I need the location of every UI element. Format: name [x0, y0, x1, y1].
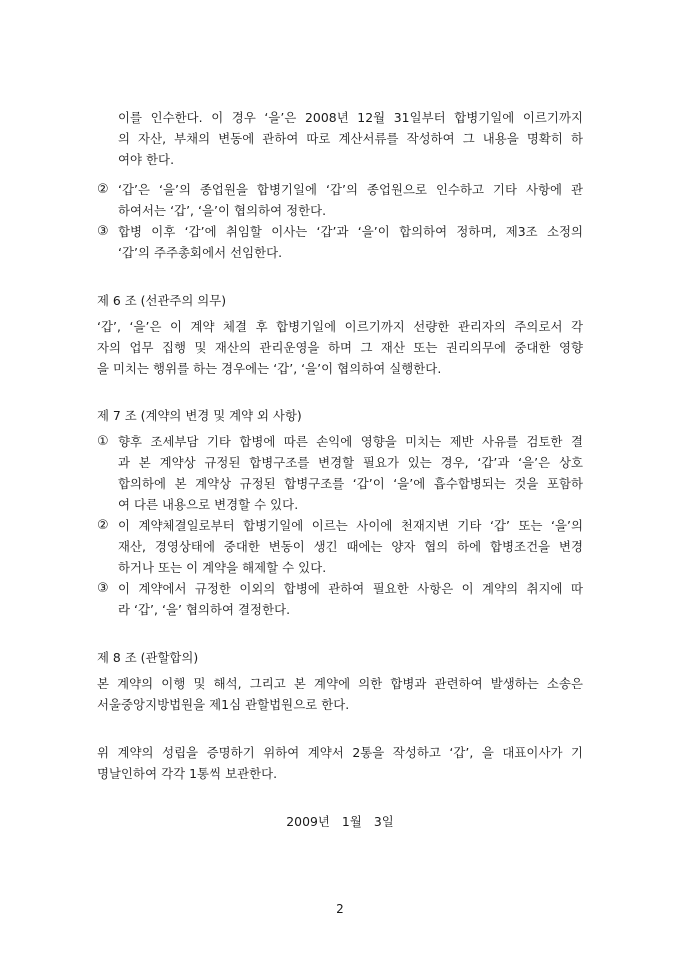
text-line: 향후 조세부담 기타 합병에 따른 손익에 영향을 미치는 제반 사유를 검토한 결 — [118, 434, 583, 449]
text-line: 의 자산, 부채의 변동에 관하여 따로 계산서류를 작성하여 그 내용을 명확히 하 — [118, 131, 583, 146]
item-marker: ③ — [97, 581, 109, 596]
text-line: 위 계약의 성립을 증명하기 위하여 계약서 2통을 작성하고 ‘갑’, 을 대표이사가 기 — [97, 745, 583, 760]
text-line: 라 ‘갑’, ‘을’ 협의하여 결정한다. — [118, 602, 291, 617]
text-line: 재산, 경영상태에 중대한 변동이 생긴 때에는 양자 협의 하에 합병조건을 변경 — [118, 539, 583, 554]
item-marker: ③ — [97, 224, 109, 239]
article-heading: 제 8 조 (관할합의) — [97, 650, 199, 665]
text-line: ‘갑’, ‘을’은 이 계약 체결 후 합병기일에 이르기까지 선량한 관리자의 주의로서 각 — [97, 319, 583, 334]
text-line: 여 다른 내용으로 변경할 수 있다. — [118, 497, 299, 512]
text-line: 하거나 또는 이 계약을 해제할 수 있다. — [118, 560, 327, 575]
text-line: 여야 한다. — [118, 152, 175, 167]
text-line: 합병 이후 ‘갑’에 취임할 이사는 ‘갑’과 ‘을’이 합의하여 정하며, 제3조 소정의 — [118, 224, 583, 239]
contract-date: 2009년 1월 3일 — [286, 814, 394, 829]
text-line: 과 본 계약상 규정된 합병구조를 변경할 필요가 있는 경우, ‘갑’과 ‘을’은 상호 — [118, 455, 583, 470]
item-marker: ① — [97, 434, 109, 449]
text-line: ‘갑’의 주주총회에서 선임한다. — [118, 245, 283, 260]
text-line: 서울중앙지방법원을 제1심 관할법원으로 한다. — [97, 697, 350, 712]
article-heading: 제 7 조 (계약의 변경 및 계약 외 사항) — [97, 408, 302, 423]
text-line: 명날인하여 각각 1통씩 보관한다. — [97, 766, 278, 781]
text-line: 을 미치는 행위를 하는 경우에는 ‘갑’, ‘을’이 협의하여 실행한다. — [97, 361, 442, 376]
item-marker: ② — [97, 518, 109, 533]
text-line: 본 계약의 이행 및 해석, 그리고 본 계약에 의한 합병과 관련하여 발생하는 소송은 — [97, 676, 583, 691]
article-heading: 제 6 조 (선관주의 의무) — [97, 293, 227, 308]
text-line: 하여서는 ‘갑’, ‘을’이 협의하여 정한다. — [118, 203, 327, 218]
item-marker: ② — [97, 182, 109, 197]
page-number: 2 — [336, 902, 344, 916]
text-line: 이 계약체결일로부터 합병기일에 이르는 사이에 천재지변 기타 ‘갑’ 또는 ‘을’의 — [118, 518, 583, 533]
text-line: ‘갑’은 ‘을’의 종업원을 합병기일에 ‘갑’의 종업원으로 인수하고 기타 사항에 관 — [118, 182, 583, 197]
text-line: 이를 인수한다. 이 경우 ‘을’은 2008년 12월 31일부터 합병기일에 이르기까지 — [118, 110, 583, 125]
text-line: 이 계약에서 규정한 이외의 합병에 관하여 필요한 사항은 이 계약의 취지에 따 — [118, 581, 583, 596]
text-line: 자의 업무 집행 및 재산의 관리운영을 하며 그 재산 또는 권리의무에 중대한 영향 — [97, 340, 583, 355]
text-line: 합의하에 본 계약상 규정된 합병구조를 ‘갑’이 ‘을’에 흡수합병되는 것을 포함하 — [118, 476, 583, 491]
